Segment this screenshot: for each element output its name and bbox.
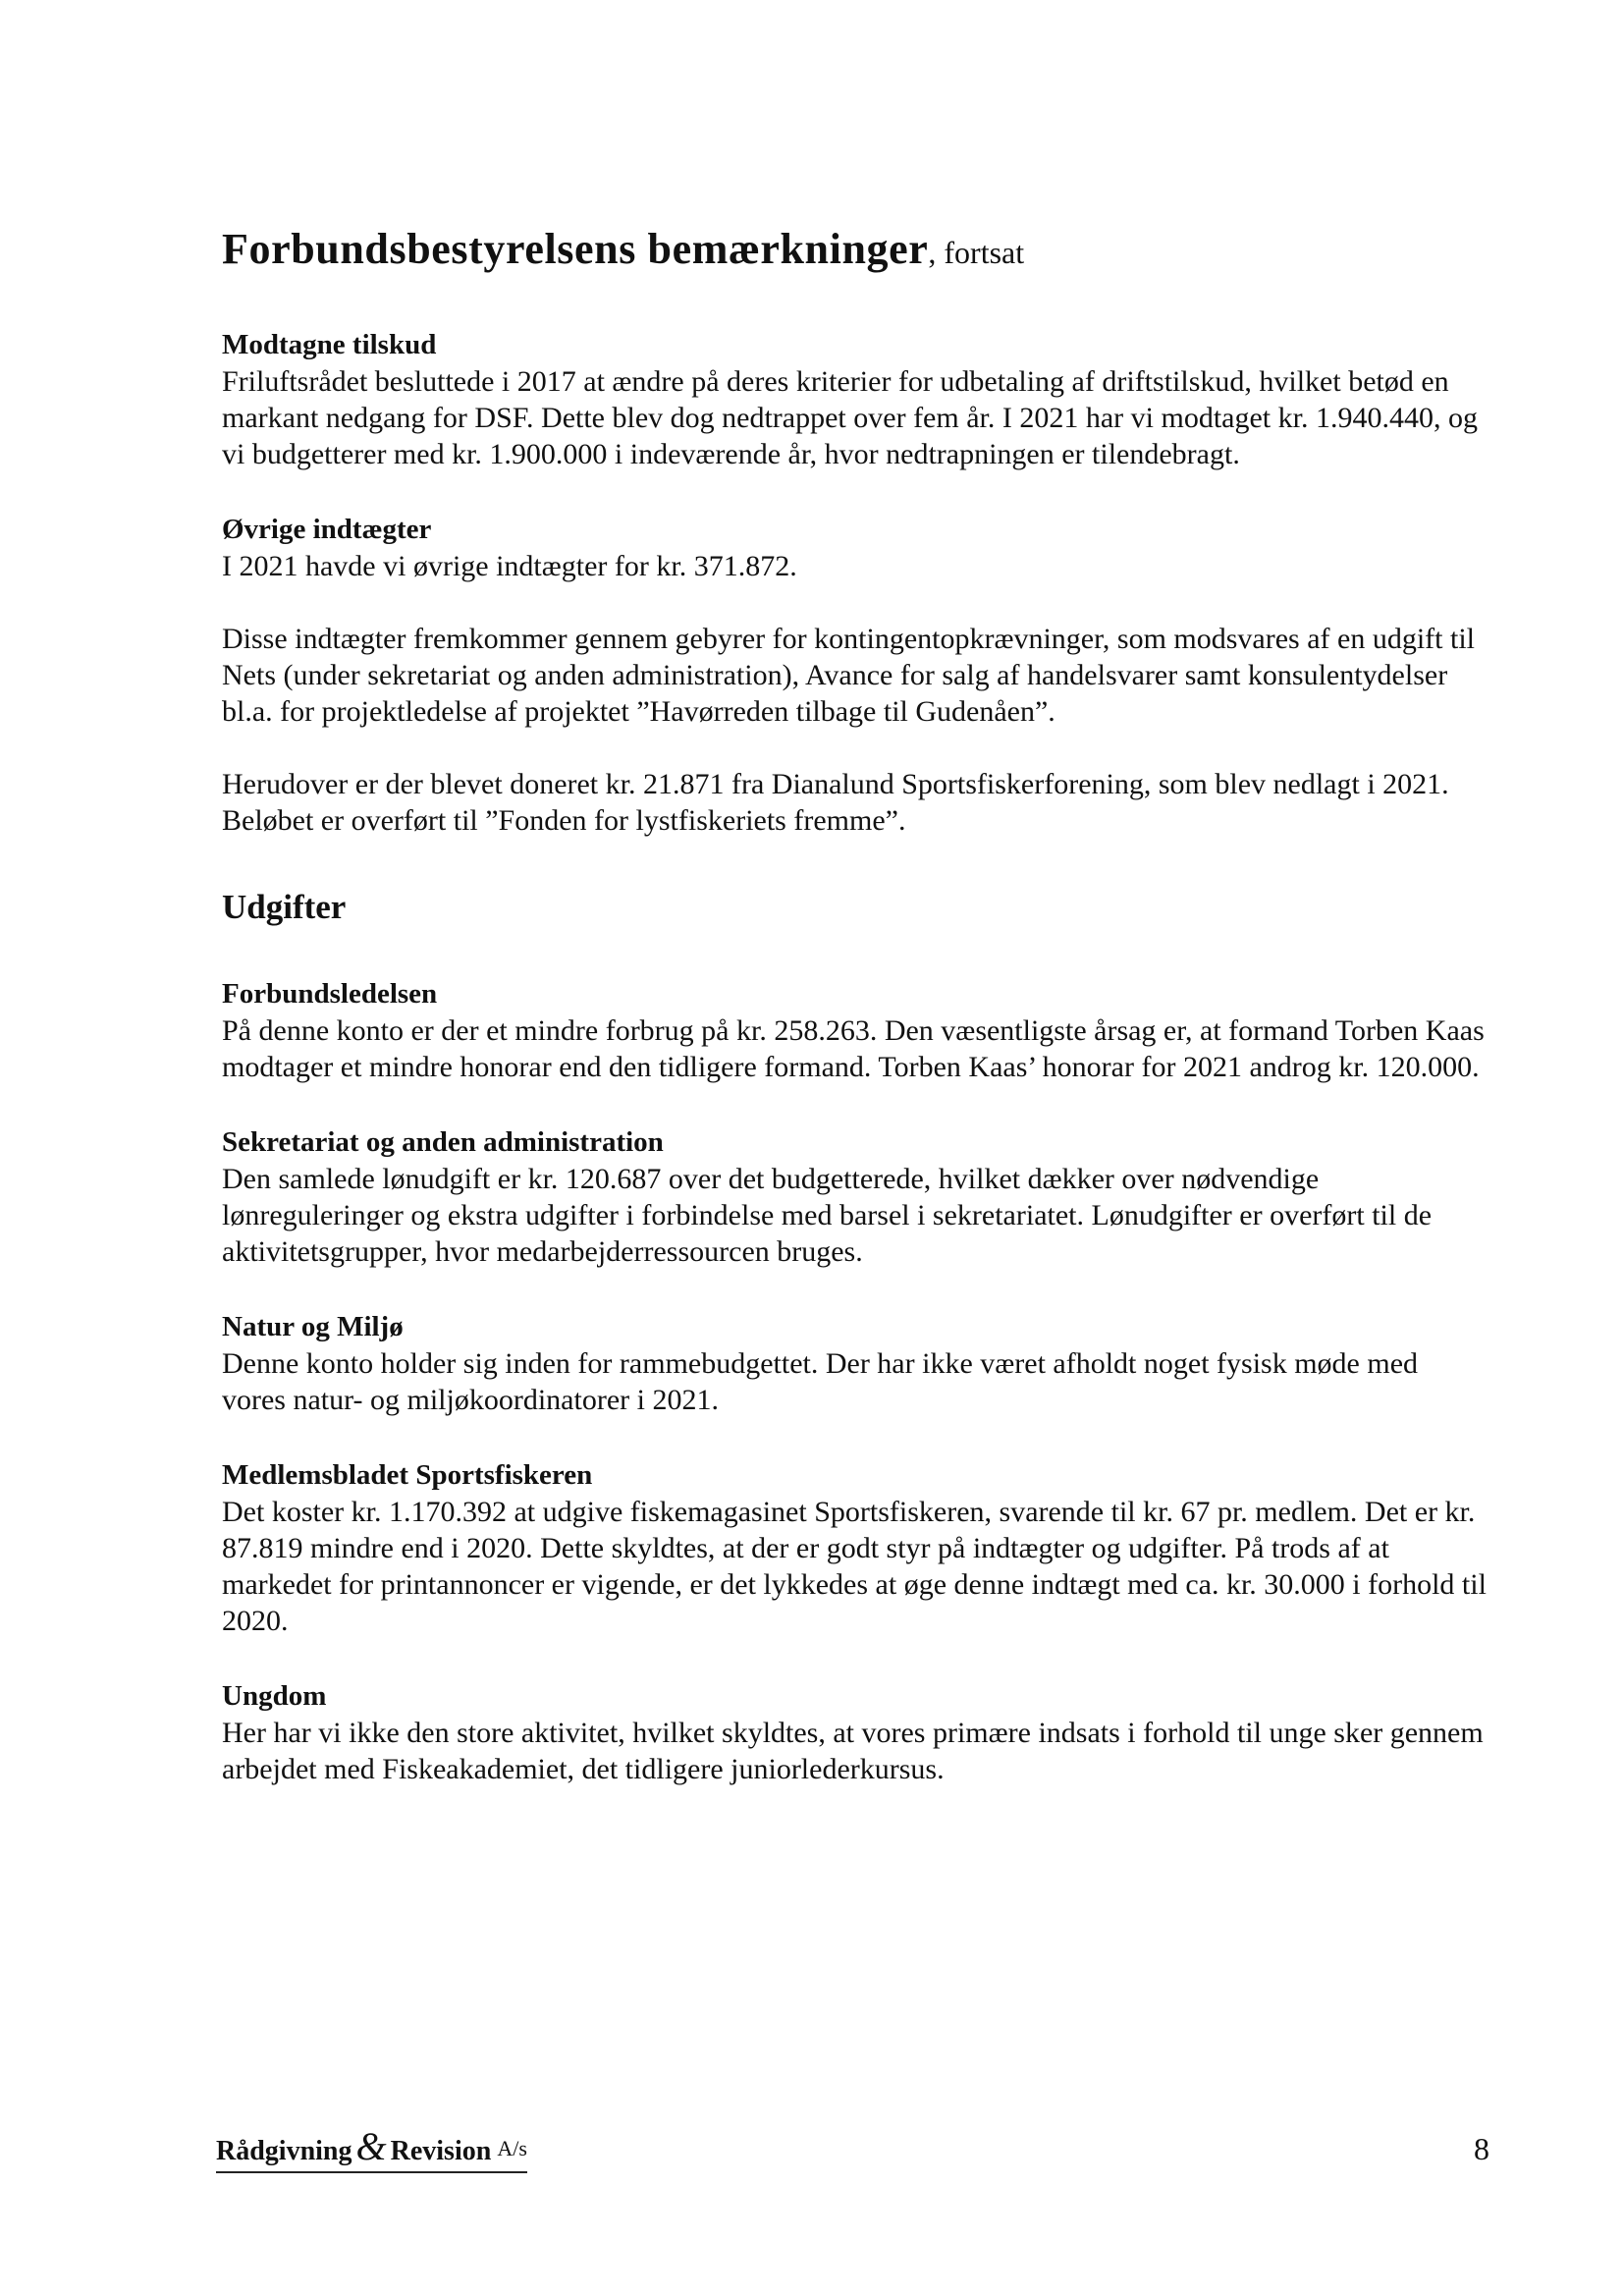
section-paragraph: På denne konto er der et mindre forbrug på kr. 258.263. Den væsentligste årsag er, at formand Torben Kaas modtager et mindre honorar end den tidligere formand. Torben Kaas’ honorar for 2021 androg kr. 120.000. bbox=[222, 1014, 1485, 1083]
section-paragraph: Det koster kr. 1.170.392 at udgive fiskemagasinet Sportsfiskeren, svarende til kr. 67 pr. medlem. Det er kr. 87.819 mindre end i 2020. Dette skyldtes, at der er godt styr på indtægter og udgifter. På trods af at markedet for printannoncer er vigende, er det lykkedes at øge denne indtægt med ca. kr. 30.000 i forhold til 2020. bbox=[222, 1496, 1487, 1637]
section-modtagne-tilskud bbox=[222, 327, 1488, 472]
logo-suffix: A/s bbox=[497, 2136, 527, 2160]
page-title-main: Forbundsbestyrelsens bemærkninger bbox=[222, 225, 929, 273]
section-heading: Modtagne tilskud bbox=[222, 329, 437, 360]
section-heading: Natur og Miljø bbox=[222, 1311, 404, 1342]
section-paragraph: Her har vi ikke den store aktivitet, hvilket skyldtes, at vores primære indsats i forhold til unge sker gennem arbejdet med Fiskeakademiet, det tidligere juniorlederkursus. bbox=[222, 1717, 1484, 1785]
section-heading: Øvrige indtægter bbox=[222, 514, 432, 545]
footer-logo bbox=[216, 2124, 527, 2173]
section-forbundsledelsen bbox=[222, 976, 1488, 1085]
section-ungdom bbox=[222, 1678, 1488, 1787]
section-natur-og-miljo bbox=[222, 1309, 1488, 1418]
page-title-suffix: , fortsat bbox=[928, 235, 1025, 270]
section-paragraph: I 2021 havde vi øvrige indtægter for kr. 371.872. bbox=[222, 550, 797, 582]
section-paragraph: Denne konto holder sig inden for rammebudgettet. Der har ikke været afholdt noget fysisk møde med vores natur- og miljøkoordinatorer i 2021. bbox=[222, 1347, 1419, 1416]
section-paragraph: Disse indtægter fremkommer gennem gebyrer for kontingentopkrævninger, som modsvares af en udgift til Nets (under sekretariat og anden administration), Avance for salg af handelsvarer samt konsulentydelser bl.a. for projektledelse af projektet ”Havørreden tilbage til Gudenåen”. bbox=[222, 623, 1476, 728]
section-ovrige-indtaegter bbox=[222, 512, 1488, 839]
expenses-block bbox=[222, 886, 1488, 929]
section-paragraph: Herudover er der blevet doneret kr. 21.871 fra Dianalund Sportsfiskerforening, som blev nedlagt i 2021. Beløbet er overført til ”Fonden for lystfiskeriets fremme”. bbox=[222, 768, 1449, 837]
section-heading: Forbundsledelsen bbox=[222, 978, 438, 1010]
page-number: 8 bbox=[1474, 2131, 1489, 2166]
page-title bbox=[222, 222, 1488, 280]
section-heading: Ungdom bbox=[222, 1680, 327, 1712]
section-sekretariat bbox=[222, 1124, 1488, 1270]
section-heading: Medlemsbladet Sportsfiskeren bbox=[222, 1459, 593, 1491]
page-content bbox=[222, 222, 1488, 1787]
section-paragraph: Friluftsrådet besluttede i 2017 at ændre på deres kriterier for udbetaling af driftstilskud, hvilket betød en markant nedgang for DSF. Dette blev dog nedtrappet over fem år. I 2021 har vi modtaget kr. 1.940.440, og vi budgetterer med kr. 1.900.000 i indeværende år, hvor nedtrapningen er tilendebragt. bbox=[222, 365, 1478, 470]
page-footer bbox=[216, 2124, 1489, 2168]
section-paragraph: Den samlede lønudgift er kr. 120.687 over det budgetterede, hvilket dækker over nødvendige lønreguleringer og ekstra udgifter i forbindelse med barsel i sekretariatet. Lønudgifter er overført til de aktivitetsgrupper, hvor medarbejderressourcen bruges. bbox=[222, 1163, 1433, 1268]
section-medlemsbladet bbox=[222, 1457, 1488, 1639]
section-heading: Sekretariat og anden administration bbox=[222, 1126, 664, 1158]
logo-ampersand: & bbox=[355, 2124, 387, 2168]
logo-text-radgivning: Rådgivning bbox=[216, 2136, 352, 2166]
expenses-heading: Udgifter bbox=[222, 888, 347, 926]
logo-text-revision: Revision bbox=[390, 2136, 492, 2166]
